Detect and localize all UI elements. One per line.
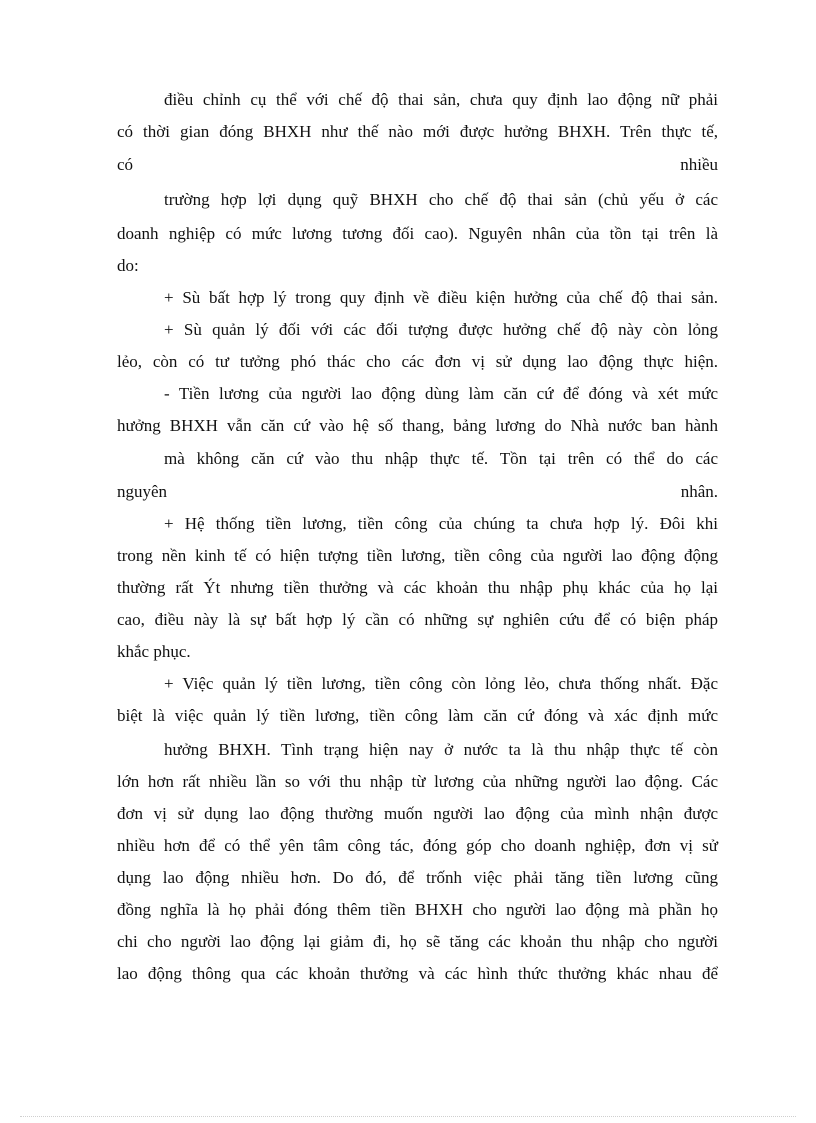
text-line: cao, điều này là sự bất hợp lý cần có những sự nghiên cứu để có biện pháp [117,610,718,629]
text-line: dụng lao động nhiều hơn. Do đó, để trốnh việc phải tăng tiền lương cũng [117,868,718,887]
text-line: hưởng BHXH. Tình trạng hiện nay ở nước ta là thu nhập thực tế còn [164,740,718,759]
text-line: đơn vị sử dụng lao động thường muốn người lao động của mình nhận được [117,804,718,823]
text-line: doanh nghiệp có mức lương tương đối cao). Nguyên nhân của tồn tại trên là [117,224,718,243]
text-line: do: [117,256,139,275]
text-line: trong nền kinh tế có hiện tượng tiền lương, tiền công của người lao động động [117,546,718,565]
text-line: mà không căn cứ vào thu nhập thực tế. Tồn tại trên có thể do các [164,449,718,468]
text-line: + Việc quản lý tiền lương, tiền công còn lỏng lẻo, chưa thống nhất. Đặc [164,674,718,693]
text-line: nhiều hơn để có thể yên tâm công tác, đóng góp cho doanh nghiệp, đơn vị sử [117,836,718,855]
text-line: chi cho người lao động lại giảm đi, họ sẽ tăng các khoản thu nhập cho người [117,932,718,951]
text-line: + Sù bất hợp lý trong quy định về điều kiện hưởng của chế độ thai sản. [164,288,718,307]
text-line: đồng nghĩa là họ phải đóng thêm tiền BHXH cho người lao động mà phần họ [117,900,718,919]
text-line: biệt là việc quản lý tiền lương, tiền công làm căn cứ đóng và xác định mức [117,706,718,725]
text-line: lao động thông qua các khoản thưởng và các hình thức thưởng khác nhau để [117,964,718,983]
text-line: lớn hơn rất nhiều lần so với thu nhập từ lương của những người lao động. Các [117,772,718,791]
page-bottom-dotted-rule [20,1116,796,1117]
text-line: có thời gian đóng BHXH như thế nào mới được hưởng BHXH. Trên thực tế, [117,122,718,141]
text-line: trường hợp lợi dụng quỹ BHXH cho chế độ thai sản (chủ yếu ở các [164,190,718,209]
text-line: + Hệ thống tiền lương, tiền công của chúng ta chưa hợp lý. Đôi khi [164,514,718,533]
text-line: điều chỉnh cụ thể với chế độ thai sản, chưa quy định lao động nữ phải [164,90,718,109]
text-line: hưởng BHXH vẫn căn cứ vào hệ số thang, bảng lương do Nhà nước ban hành [117,416,718,435]
text-line: + Sù quản lý đối với các đối tượng được hưởng chế độ này còn lỏng [164,320,718,339]
text-line: khắc phục. [117,642,191,661]
text-line: - Tiền lương của người lao động dùng làm căn cứ để đóng và xét mức [164,384,718,403]
text-line: lẻo, còn có tư tưởng phó thác cho các đơn vị sử dụng lao động thực hiện. [117,352,718,371]
text-line: nguyên nhân. [117,482,718,501]
text-line: thường rất Ýt nhưng tiền thưởng và các khoản thu nhập phụ khác của họ lại [117,578,718,597]
text-line: có nhiều [117,155,718,174]
